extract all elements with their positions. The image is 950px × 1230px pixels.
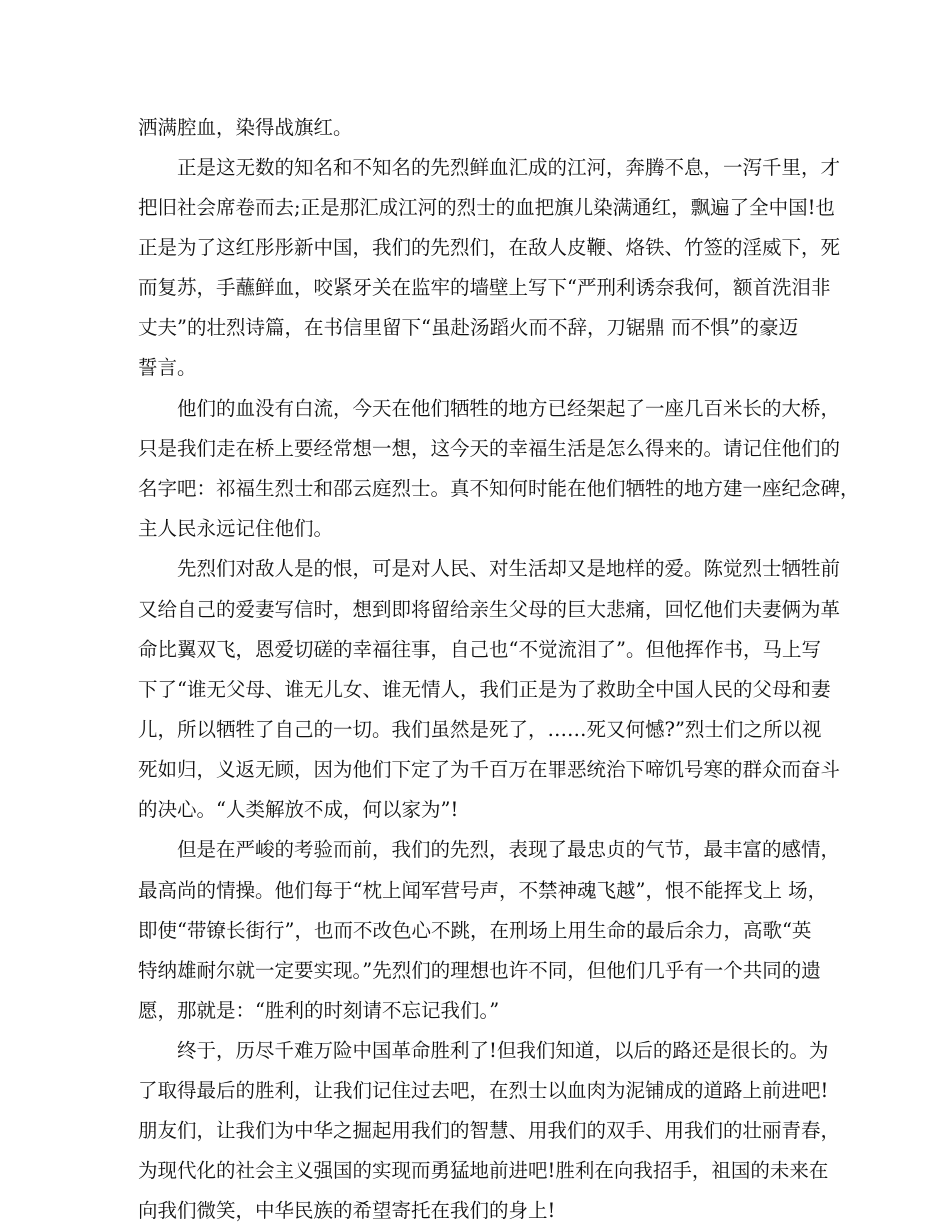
text-line: 名字吧：祁福生烈士和邵云庭烈士。真不知何时能在他们牺牲的地方建一座纪念碑， — [138, 477, 860, 500]
text-line: 而复苏，手蘸鲜血，咬紧牙关在监牢的墙壁上写下“严刑利诱奈我何，额首洗泪非 — [138, 276, 831, 299]
text-line: 向我们微笑，中华民族的希望寄托在我们的身上! — [138, 1199, 556, 1222]
text-line: 洒满腔血，染得战旗红。 — [138, 116, 353, 139]
text-line: 把旧社会席卷而去;正是那汇成江河的烈士的血把旗儿染满通红，飘遍了全中国!也 — [138, 196, 835, 219]
text-line: 下了“谁无父母、谁无儿女、谁无情人，我们正是为了救助全中国人民的父母和妻 — [138, 678, 831, 701]
text-line: 即使“带镣长街行”，也而不改色心不跳，在刑场上用生命的最后余力，高歌“英 — [138, 919, 812, 942]
paragraph-start-line: 正是这无数的知名和不知名的先烈鲜血汇成的江河，奔腾不息，一泻千里，才 — [177, 156, 841, 179]
text-line: 又给自己的爱妻写信时，想到即将留给亲生父母的巨大悲痛，回忆他们夫妻俩为革 — [138, 598, 841, 621]
paragraph-start-line: 但是在严峻的考验而前，我们的先烈，表现了最忠贞的气节，最丰富的感情， — [177, 838, 841, 861]
text-line: 死如归，义返无顾，因为他们下定了为千百万在罪恶统治下啼饥号寒的群众而奋斗 — [138, 758, 841, 781]
text-line: 主人民永远记住他们。 — [138, 517, 334, 540]
text-line: 命比翼双飞，恩爱切磋的幸福往事，自己也“不觉流泪了”。但他挥作书，马上写 — [138, 638, 821, 661]
text-line: 为现代化的社会主义强国的实现而勇猛地前进吧!胜利在向我招手，祖国的未来在 — [138, 1159, 829, 1182]
text-line: 了取得最后的胜利，让我们记住过去吧，在烈士以血肉为泥铺成的道路上前进吧! — [138, 1079, 829, 1102]
text-line: 誓言。 — [138, 356, 197, 379]
text-line: 儿，所以牺牲了自己的一切。我们虽然是死了，……死又何憾?”烈士们之所以视 — [138, 718, 822, 741]
paragraph-start-line: 先烈们对敌人是的恨，可是对人民、对生活却又是地样的爱。陈觉烈士牺牲前 — [177, 557, 841, 580]
paragraph-start-line: 终于，历尽千难万险中国革命胜利了!但我们知道，以后的路还是很长的。为 — [177, 1039, 829, 1062]
text-line: 愿，那就是：“胜利的时刻请不忘记我们。” — [138, 999, 500, 1022]
text-line: 朋友们，让我们为中华之掘起用我们的智慧、用我们的双手、用我们的壮丽青春， — [138, 1119, 841, 1142]
text-line: 只是我们走在桥上要经常想一想，这今天的幸福生活是怎么得来的。请记住他们的 — [138, 437, 841, 460]
text-line: 丈夫”的壮烈诗篇，在书信里留下“虽赴汤蹈火而不辞，刀锯鼎 而不惧”的豪迈 — [138, 316, 799, 339]
text-line: 正是为了这红彤彤新中国，我们的先烈们，在敌人皮鞭、烙铁、竹签的淫威下，死 — [138, 236, 841, 259]
text-line: 最高尚的情操。他们每于“枕上闻军营号声，不禁神魂飞越”，恨不能挥戈上 场， — [138, 879, 828, 902]
text-line: 特纳雄耐尔就一定要实现。”先烈们的理想也许不同，但他们几乎有一个共同的遗 — [138, 959, 821, 982]
paragraph-start-line: 他们的血没有白流，今天在他们牺牲的地方已经架起了一座几百米长的大桥， — [177, 397, 841, 420]
text-line: 的决心。“人类解放不成，何以家为”! — [138, 798, 459, 821]
